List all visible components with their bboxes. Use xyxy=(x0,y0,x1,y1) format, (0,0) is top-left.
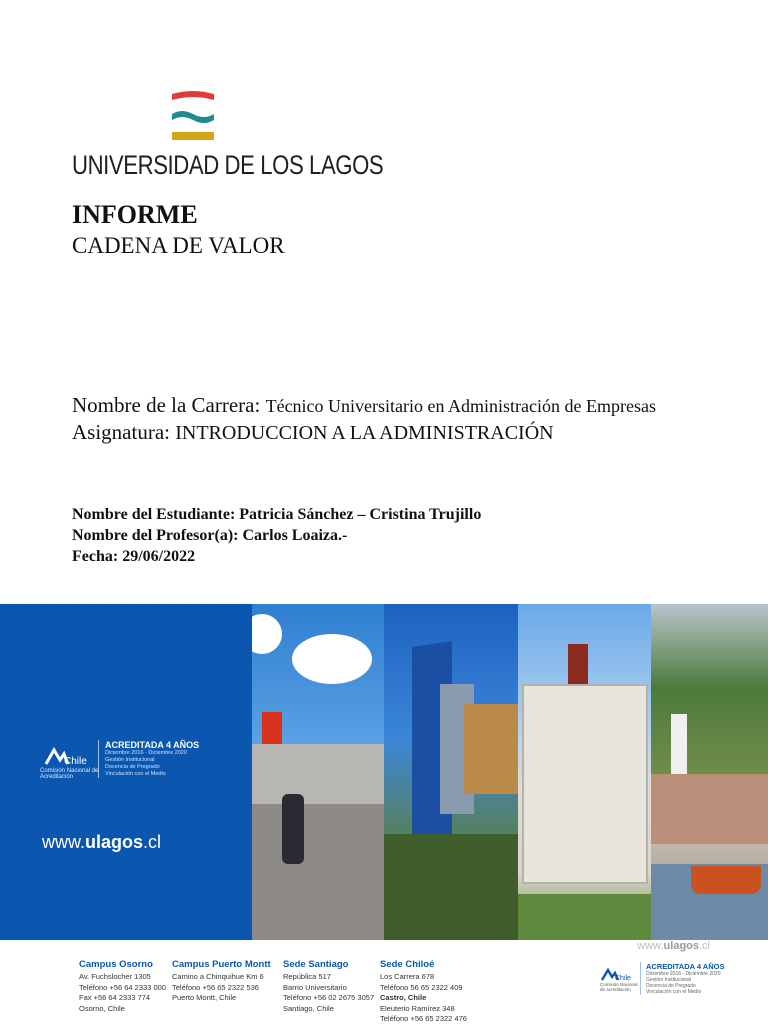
campus-name: Campus Osorno xyxy=(79,959,153,970)
footer-website[interactable] xyxy=(637,940,710,952)
footer-url-domain: ulagos xyxy=(663,940,699,952)
footer-accreditation-title: ACREDITADA 4 AÑOS xyxy=(646,962,725,971)
document-subtitle: CADENA DE VALOR xyxy=(72,233,285,258)
campus-address-line: Teléfono +56 64 2333 000 xyxy=(79,982,166,992)
campus-osorno xyxy=(79,958,166,1014)
student-names: Nombre del Estudiante: Patricia Sánchez – Cristina Trujillo xyxy=(72,506,482,523)
campus-photo-sign xyxy=(384,604,518,940)
document-date: Fecha: 29/06/2022 xyxy=(72,548,196,565)
campus-address-line: Los Carrera 678 xyxy=(380,972,435,981)
website-domain: ulagos xyxy=(85,832,144,852)
career-label: Nombre de la Carrera: xyxy=(72,393,261,417)
footer-accreditation-box xyxy=(640,962,750,995)
website-link[interactable] xyxy=(42,832,161,853)
footer-accreditation-area: Gestión Institucional xyxy=(646,977,692,983)
accreditation-period: Diciembre 2016 - Diciembre 2020 xyxy=(105,750,187,756)
career-line xyxy=(72,393,656,418)
footer-url-prefix: www. xyxy=(637,940,664,952)
campus-name: Sede Santiago xyxy=(283,959,349,970)
document-title: INFORME xyxy=(72,200,198,229)
campus-photo-building xyxy=(518,604,651,940)
campus-address-line: Teléfono +56 65 2322 476 xyxy=(380,1014,467,1023)
svg-text:Chile: Chile xyxy=(64,756,87,767)
footer-url-suffix: .cl xyxy=(699,940,710,952)
professor-name: Nombre del Profesor(a): Carlos Loaiza.- xyxy=(72,527,348,544)
campus-photo-harbor xyxy=(651,604,768,940)
subject-line xyxy=(72,420,554,445)
campus-address-line: Osorno, Chile xyxy=(79,1003,125,1013)
campus-banner xyxy=(0,604,768,940)
campus-address-line: Santiago, Chile xyxy=(283,1003,334,1013)
website-prefix: www. xyxy=(42,832,86,852)
campus-address-line: Teléfono 56 65 2322 409 xyxy=(380,982,463,992)
footer-accreditation-area: Vinculación con el Medio xyxy=(646,989,702,995)
career-value: Técnico Universitario en Administración de Empresas xyxy=(265,396,656,416)
accreditation-area: Docencia de Pregrado xyxy=(105,764,160,770)
university-name: UNIVERSIDAD DE LOS LAGOS xyxy=(72,150,384,180)
campus-photo-entrance xyxy=(252,604,384,940)
sede-chiloe xyxy=(380,958,467,1024)
subject-label: Asignatura: xyxy=(72,420,170,444)
subject-value: INTRODUCCION A LA ADMINISTRACIÓN xyxy=(175,422,554,444)
campus-address-line: Fax +56 64 2333 774 xyxy=(79,993,151,1002)
campus-name: Campus Puerto Montt xyxy=(172,959,271,970)
website-suffix: .cl xyxy=(143,832,162,852)
campus-address-line: República 517 xyxy=(283,972,331,981)
accreditation-area: Vinculación con el Medio xyxy=(105,771,166,777)
accreditation-title: ACREDITADA 4 AÑOS xyxy=(105,740,200,750)
accreditation-org: Comisión Nacional de Acreditación xyxy=(40,768,99,780)
campus-address-line: Av. Fuchslocher 1305 xyxy=(79,972,151,981)
svg-text:Chile: Chile xyxy=(615,975,631,982)
campus-address-line: Puerto Montt, Chile xyxy=(172,993,237,1002)
sede-santiago xyxy=(283,958,374,1014)
campus-address-line: Teléfono +56 02 2675 3057 xyxy=(283,993,375,1002)
campus-address-line: Barrio Universitario xyxy=(283,982,347,992)
footer-accreditation-org: Comisión Nacional de Acreditación xyxy=(600,982,638,992)
campus-address-line: Castro, Chile xyxy=(380,993,427,1002)
banner-blue-panel xyxy=(0,604,252,940)
campus-address-line: Eleuterio Ramírez 348 xyxy=(380,1003,455,1013)
accreditation-area: Gestión Institucional xyxy=(105,757,155,763)
campus-address-line: Camino a Chinquihue Km 6 xyxy=(172,972,264,981)
university-logo-icon xyxy=(170,88,216,142)
footer-accreditation-period: Diciembre 2016 - Diciembre 2020 xyxy=(646,971,721,977)
campus-puerto-montt xyxy=(172,958,271,1004)
campus-address-line: Teléfono +56 65 2322 536 xyxy=(172,982,259,992)
accreditation-box xyxy=(98,740,248,778)
footer-accreditation-area: Docencia de Pregrado xyxy=(646,983,696,989)
campus-name: Sede Chiloé xyxy=(380,959,435,970)
